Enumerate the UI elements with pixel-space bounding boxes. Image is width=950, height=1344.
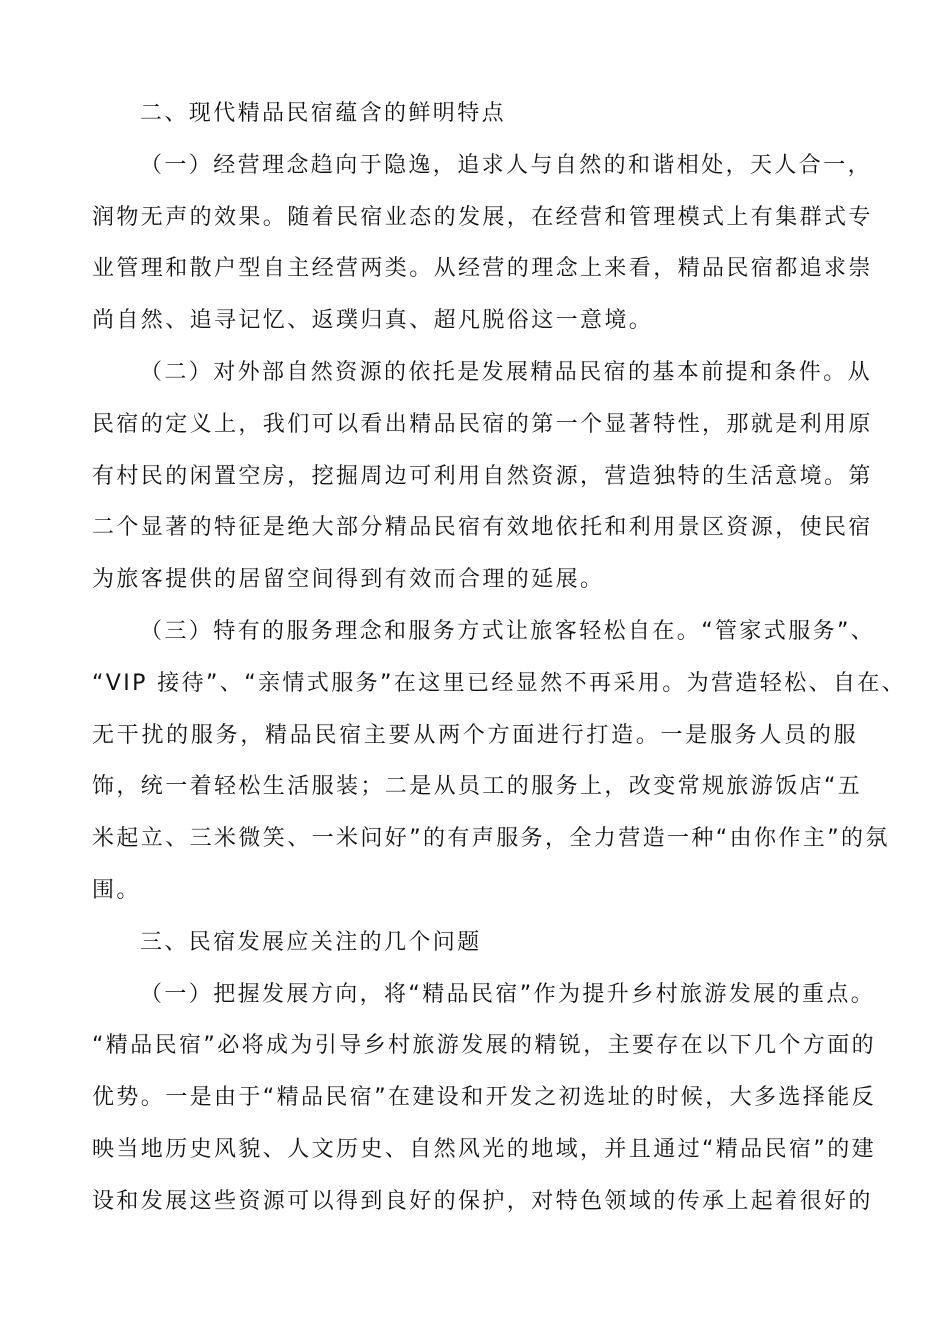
text-line: （三）特有的服务理念和服务方式让旅客轻松自在。“管家式服务”、 [140, 618, 876, 644]
document-body [92, 88, 907, 1228]
text-line: 映当地历史风貌、人文历史、自然风光的地域，并且通过“精品民宿”的建 [92, 1136, 876, 1162]
text-line: 围。 [92, 877, 141, 903]
text-line: 优势。一是由于“精品民宿”在建设和开发之初选址的时候，大多选择能反 [92, 1085, 876, 1111]
text-line: 三、民宿发展应关注的几个问题 [140, 929, 482, 955]
text-line: 设和发展这些资源可以得到良好的保护，对特色领域的传承上起着很好的 [92, 1188, 873, 1214]
text-line: 润物无声的效果。随着民宿业态的发展，在经营和管理模式上有集群式专 [92, 204, 873, 230]
text-line: 民宿的定义上，我们可以看出精品民宿的第一个显著特性，那就是利用原 [92, 411, 873, 437]
text-line: （二）对外部自然资源的依托是发展精品民宿的基本前提和条件。从 [140, 359, 873, 385]
text-line: 无干扰的服务，精品民宿主要从两个方面进行打造。一是服务人员的服 [92, 722, 858, 748]
text-line: （一）把握发展方向，将“精品民宿”作为提升乡村旅游发展的重点。 [140, 981, 876, 1007]
text-line: 二、现代精品民宿蕴含的鲜明特点 [140, 101, 507, 126]
text-line: （一）经营理念趋向于隐逸，追求人与自然的和谐相处，天人合一， [140, 152, 873, 178]
text-line: 有村民的闲置空房，挖掘周边可利用自然资源，营造独特的生活意境。第 [92, 463, 873, 489]
text-line: “VIP 接待”、“亲情式服务”在这里已经显然不再采用。为营造轻松、自在、 [92, 670, 907, 696]
text-line: 业管理和散户型自主经营两类。从经营的理念上来看，精品民宿都追求崇 [92, 256, 873, 282]
text-line: 为旅客提供的居留空间得到有效而合理的延展。 [92, 567, 605, 593]
text-line: “精品民宿”必将成为引导乡村旅游发展的精锐，主要存在以下几个方面的 [92, 1033, 876, 1059]
text-line: 尚自然、追寻记忆、返璞归真、超凡脱俗这一意境。 [92, 308, 654, 334]
text-line: 米起立、三米微笑、一米问好”的有声服务，全力营造一种“由你作主”的氛 [92, 826, 890, 852]
text-line: 二个显著的特征是绝大部分精品民宿有效地依托和利用景区资源，使民宿 [92, 515, 873, 541]
text-line: 饰，统一着轻松生活服装；二是从员工的服务上，改变常规旅游饭店“五 [92, 774, 863, 800]
